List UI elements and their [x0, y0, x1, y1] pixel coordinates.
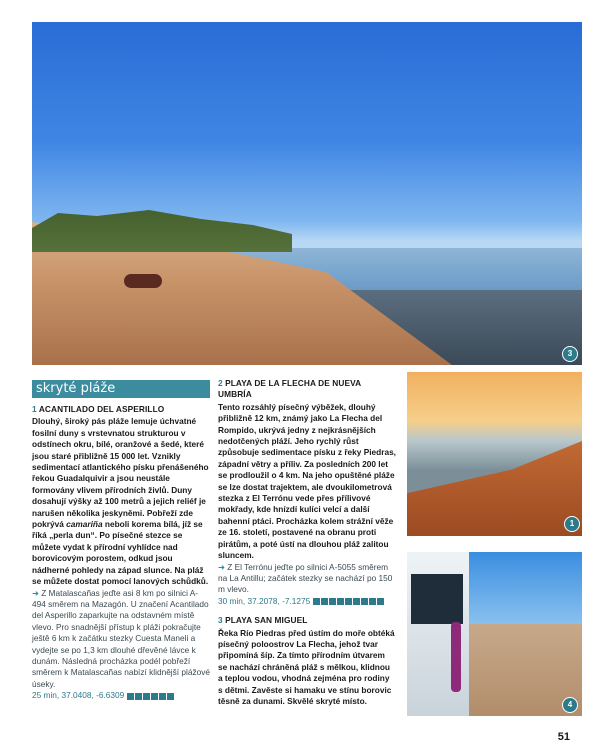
- sand: [407, 441, 582, 536]
- section-1-heading: [32, 404, 210, 415]
- dunes: [32, 192, 292, 252]
- section-3-title: PLAYA SAN MIGUEL: [225, 615, 308, 626]
- section-1-body-text-2: neboli korema bílá, jíž se říká „perla dun“. Po písečné stezce se můžete vydat k přírodní vyhlídce nad borovicovým porostem, odkud jsou nádherné pohledy na západ slunce. Na pláž se můžete dostat pomocí lanových schůdků.: [32, 519, 209, 587]
- photo-number-badge: 1: [564, 516, 580, 532]
- section-2-number: 2: [218, 378, 223, 388]
- section-1-number: 1: [32, 404, 37, 414]
- section-2-coords-text: 30 min, 37.2078, -7.1275: [218, 595, 311, 606]
- photo-number-badge: 3: [562, 346, 578, 362]
- section-3-heading: [218, 615, 396, 626]
- section-1-title: ACANTILADO DEL ASPERILLO: [38, 404, 165, 414]
- section-1-coords-text: 25 min, 37.0408, -6.6309: [32, 690, 125, 701]
- section-2-heading: [218, 378, 396, 401]
- section-1-coords: [32, 690, 210, 702]
- amenity-icons: [127, 690, 175, 701]
- section-3-number: 3: [218, 615, 223, 626]
- section-2-directions-text: Z El Terrónu jeďte po silnici A-5055 směrem na La Antillu; začátek stezky se nachází po 150 m vlevo.: [218, 561, 393, 595]
- amenity-icons: [313, 596, 385, 607]
- column-middle: [218, 378, 396, 707]
- section-1-directions: [32, 588, 210, 691]
- section-3-body: Řeka Río Piedras před ústím do moře obtéká písečný poloostrov La Flecha, jehož tvar připomíná šíp. Za tímto přírodním útvarem se nachází chráněná pláž s mělkou, klidnou a teplou vodou, vhodná zejména pro rodiny s dětmi. Zavěste si hamaku ve stínu borovic těsně za dunami. Skvělé skryté místo.: [218, 627, 395, 707]
- section-1-body-text: Dlouhý, široký pás pláže lemuje úchvatné fosilní duny s vrstevnatou strukturou v odstínech okru, bílé, oranžové a šedé, které jsou staré přibližně 15 000 let. Vznikly sedimentací atlantického písku přenášeného řekou Guadalquivir a jsou neustále formovány vlivem přírodních živlů. Duny dosahují výšky až 100 metrů a jejich reliéf je narušen několika jeskyněmi. Pobřeží zde pokrývá: [32, 416, 209, 530]
- section-2-body: Tento rozsáhlý písečný výběžek, dlouhý přibližně 12 km, známý jako La Flecha del Rompido, ukrývá jedny z nejkrásnějších nedotčených pláží. Jeho rychlý růst způsobuje sedimentace písku z řeky Piedras, západní větry a příliv. Za posledních 200 let se prodloužil o 4 km. Na jeho opuštěné pláže se lze dostat trajektem, ale dvoukilometrová stezka z El Terrónu vede přes přílivové mokřady, kde hnízdí kulíci velcí a další bahenní ptáci. Procházka kolem strážní věže ze 16. století, postavené na obranu proti pirátům, a poté ústí na dlouhou pláž zalitou sluncem.: [218, 401, 396, 561]
- section-1-italic: camariña: [66, 519, 103, 530]
- hammock: [451, 622, 461, 692]
- sunset-beach-photo: [407, 372, 582, 536]
- hero-photo: [32, 22, 582, 365]
- van-window: [411, 574, 463, 624]
- arrow-icon: ➜: [32, 587, 39, 598]
- arrow-icon: ➜: [218, 561, 225, 572]
- section-2-coords: [218, 596, 396, 608]
- section-1-directions-text: Z Matalascañas jeďte asi 8 km po silnici A-494 směrem na Mazagón. U značení Acantilado del Asperillo zaparkujte na odstavném místě vlevo. Pro snadnější přístup k pláži pokračujte ještě 6 km k začátku stezky Cuesta Maneli a vydejte se po 1,3 km dlouhé dřevěné lávce k dunám. Následná procházka podél pobřeží směrem k Matalascañas nabízí klidnější plážové úseky.: [32, 587, 211, 689]
- campervan-beach-photo: [407, 552, 582, 716]
- column-left: [32, 380, 210, 702]
- dog: [124, 274, 162, 288]
- photo-number-badge: 4: [562, 697, 578, 713]
- section-2-directions: [218, 562, 396, 596]
- section-1-body: [32, 416, 210, 587]
- page-number: 51: [557, 731, 570, 743]
- section-2-title: PLAYA DE LA FLECHA DE NUEVA UMBRÍA: [218, 378, 361, 400]
- section-title: skryté pláže: [32, 380, 210, 398]
